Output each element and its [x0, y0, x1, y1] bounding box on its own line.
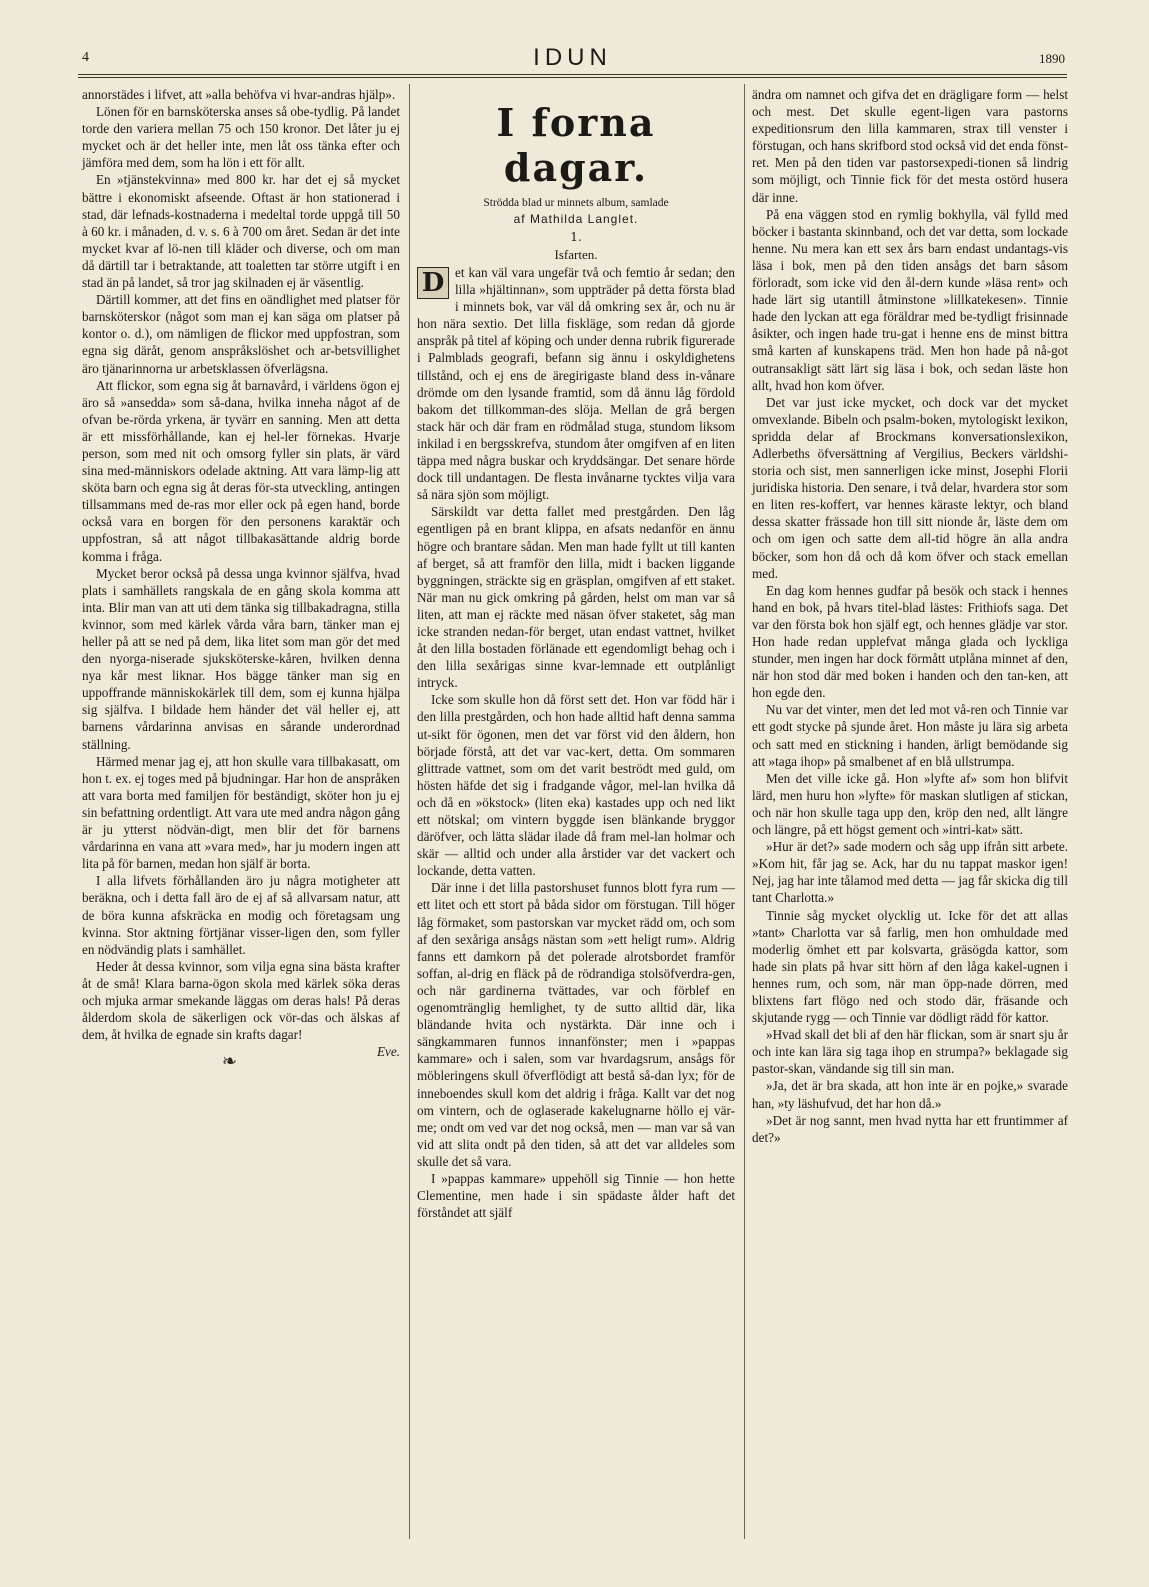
column-divider-right: [744, 84, 745, 1539]
article-body-start: [417, 264, 735, 503]
col3-paragraph: På ena väggen stod en rymlig bokhylla, väl fylld med böcker i bastanta skinnband, och det var detta, som lockade henne. Nu mera kan ett sex års barn endast undantags-vis läsa i bok, men på den tiden ansågs det barn såsom förloradt, som icke vid den ål-dern kunde »läsa rent» och hade lärt sig utantill åtminstone »lillkatekesen». Tinnie hade den lyckan att ega föräldrar med be-tydligt frisinnade åsikter, och ingen hade tru-gat i henne ens de minst bittra små karten af kunskapens träd. Men hon hade på nå-got outransakligt sätt lärt sig läsa i bok, och sedan läste hon allt, hvad hon kom öfver.: [752, 206, 1068, 393]
article-section-title: Isfarten.: [554, 247, 598, 262]
article-subtitle: Strödda blad ur minnets album, samlade: [483, 197, 669, 209]
column-divider-left: [409, 84, 410, 1539]
col2-paragraph: Där inne i det lilla pastorshuset funnos blott fyra rum — ett litet och ett stort på båda sidor om förstugan. Till höger låg förmaket, som pastorskan var mycket rädd om, och som af den sexåriga ansågs nästan som »ett heligt rum». Aldrig fanns ett damkorn på det polerade alrotsbordet framför soffan, al-drig en fläck på de rödrandiga stolsöfverdra-gen, och när gardinerna tvättades, var och förblef en ogenomtränglig hemlighet, ty de sutto alltid där, lika bländande hvita och nystärkta. Där inne och i sängkammaren funnos innanfönster; men i »pappas kammare» och i salen, som var hvardagsrum, ansågs för möbleringens skull öfverflödigt att bestå så-dan lyx; för de inneboendes skull kom det aldrig i fråga. Kallt var det nog om vintern, och de oglaserade kakelugnarne höllo ej vär-me; ondt om ved var det nog också, men — man var så van vid att slita ondt på den tiden, så att det var alldeles som skulle det så vara.: [417, 880, 735, 1169]
col1-paragraph: En »tjänstekvinna» med 800 kr. har det ej så mycket bättre i ekonomiskt afseende. Oftast är hon stationerad i stad, där lefnads-kostnaderna i medeltal torde uppgå till 50 à 60 kr. i månaden, d. v. s. 6 à 700 om året. Sedan är det inte mycket kvar af lö-nen till kläder och diverse, och om man då därtill tar i betraktande, att toaletten tar större utgift i en stad än på landet, så tror jag skilnaden ej är väsentlig.: [82, 172, 400, 291]
col1-paragraph: annorstädes i lifvet, att »alla behöfva vi hvar-andras hjälp».: [82, 87, 396, 102]
article-title: I forna dagar.: [496, 100, 656, 190]
col3-paragraph: »Hur är det?» sade modern och såg upp ifrån sitt arbete. »Kom hit, får jag se. Ack, har du nu tappat maskor igen! Nej, jag har inte tålamod med detta — jag får skicka dig till tant Charlotta.»: [752, 839, 1068, 906]
ornament-icon: ❧: [221, 1051, 238, 1073]
author-signature: Eve.: [376, 1044, 400, 1060]
masthead: IDUN: [533, 44, 612, 71]
col3-paragraph: Det var just icke mycket, och dock var det mycket omvexlande. Bibeln och psalm-boken, mytologiskt lexikon, spridda delar af Brockmans konversationslexikon, Adlerbeths öfversättning af Vergilius, Beckers världshi-storia och sist, men sannerligen icke minst, Josephi Florii juridiska historia. Den senare, i två delar, hvardera stor som en liten res-koffert, var hennes käraste lektyr, och bland dessa skatter frässade hon till sitt nionde år, läste dem om och om igen och satte dem all-tid högre än alla andra böcker, som hon då och då kom öfver och stack emellan med.: [752, 394, 1068, 581]
col2-paragraph: Icke som skulle hon då först sett det. Hon var född här i den lilla prestgården, och hon hade alltid haft denna samma ut-sikt för ögonen, men det var först vid den åldern, hon började förstå, att det var vac-kert, detta. Om sommaren glittrade vattnet, som om det varit beströdt med guld, om hösten häfde det sig i fradgande vågor, mel-lan hvilka då och då en »ökstock» (liten eka) kastades upp och ned likt ett nötskal; om vintern byggde isen blänkande bryggor däröfver, och lätta slädar ilade då fram mel-lan holmar och skär — alltid och under alla årstider var det vackert och lockande, detta vatten.: [417, 692, 735, 879]
column-2: [417, 86, 735, 1221]
col2-paragraph: Särskildt var detta fallet med prestgården. Den låg egentligen på en brant klippa, en afsats nedanför en ännu högre och brantare sådan. Men man hade fyllt ut till kanten af berget, så att framför den lilla, midt i backen liggande byggningen, sträckte sig en gräsplan, omgifven af ett staket. När man nu gick omkring på gården, helst om man var så liten, att man ej räckte med näsan öfver staketet, såg man icke stranden nedan-för berget, utan endast vattnet, hvilket åt den lilla bostaden förlänade ett egendomligt behag och i den lilla sexårigas sinne kvar-lemnade ett outplånligt intryck.: [417, 504, 735, 691]
col1-paragraph: Därtill kommer, att det fins en oändlighet med platser för barnsköterskor (något som man ej kan säga om platser på kontor o. d.), om nämligen de flickor med uppfostran, som egna sig däråt, genom anspråkslöshet och ar-betsvillighet äro tjänarinnorna ur arbetsklassen öfverlägsna.: [82, 292, 400, 376]
issue-year: 1890: [1039, 51, 1065, 66]
col3-paragraph: Tinnie såg mycket olycklig ut. Icke för det att allas »tant» Charlotta var så farlig, men hon omhuldade med moderlig ömhet ett par kolsvarta, gräsögda kattor, som hade sin plats på hvar sitt hörn af den låga kakel-ugnen i hennes rum, och som, när man öpp-nade dörren, med blixtens fart flögo ned och stodo där, fräsande och skjutande rygg — och Tinnie var dödligt rädd för kattor.: [752, 907, 1068, 1026]
col1-paragraph: Att flickor, som egna sig åt barnavård, i världens ögon ej äro så »ansedda» som så-dana, hvilka inneha något af de ofvan be-rörda yrkena, är tyvärr en sanning. Men att detta är ett missförhållande, kan ej hel-ler förnekas. Hvarje person, som med nit och omsorg fyller sin plats, är värd sina med-människors odelade aktning. Att vara lämp-lig att sköta barn och egna sig åt deras för-sta utveckling, antingen tillsammans med de-ras mor eller ock på egen hand, borde också vara en borgen för den personens karaktär och uppfostran, så att något tillbakasättande aldrig borde komma i fråga.: [82, 377, 400, 564]
col3-paragraph: »Det är nog sannt, men hvad nytta har ett fruntimmer af det?»: [752, 1112, 1068, 1145]
col2-paragraph: I »pappas kammare» uppehöll sig Tinnie — hon hette Clementine, men hade i sin spädaste ålder haft det förståndet att själf: [417, 1170, 735, 1221]
col3-paragraph: »Hvad skall det bli af den här flickan, som är snart sju år och inte kan lära sig taga ihop en strumpa?» beklagade sig pastor-skan, vändande sig till sin man.: [752, 1027, 1068, 1077]
article-author: af Mathilda Langlet.: [513, 212, 639, 226]
col3-paragraph: Men det ville icke gå. Hon »lyfte af» som hon blifvit lärd, men huru hon »lyfte» för maskan slutligen af stickan, och när hon skulle taga upp den, kröp den ned, allt längre och längre, på ett högst gement och »intri-kat» sätt.: [752, 770, 1068, 838]
col2-paragraph: et kan väl vara ungefär två och femtio år sedan; den lilla »hjältinnan», som uppträder på detta första blad i minnets bok, var väl då omkring sex år, och nu är hon nära sextio. Det lilla fiskläge, som redan då gjorde anspråk på titel af köping och under denna rubrik figurerade i Palmblads geografi, befann sig ännu i oskyldighetens tillstånd, och ej ens de äregirigaste bland dess in-vånare drömde om den lysande framtid, som då ännu låg fördold bakom det tillkomman-des slöja. Mellan de grå bergen stack här och där fram en rödmålad stuga, stundom liksom inkilad i en bergsskrefva, stundom åter omgifven af en liten täppa med några buskar och kryddsängar. Det senare hörde dock till undantagen. De flesta invånarne tycktes vilja vara så nära sjön som möjligt.: [417, 265, 735, 503]
col1-paragraph: Härmed menar jag ej, att hon skulle vara tillbakasatt, om hon t. ex. ej toges med på bjudningar. Har hon de anspråken att vara borta med familjen för beständigt, sköter hon ju ej sin befattning ordentligt. Att vara ute med andra någon gång är ju ytterst nödvän-digt, men blir det för barnens vårdarinna en vana att »vara med», har ju modern ingen att lita på för barnen, medan hon själf är borta.: [82, 753, 400, 872]
col3-paragraph: »Ja, det är bra skada, att hon inte är en pojke,» svarade han, »ty läshufvud, det har hon då.»: [752, 1078, 1068, 1111]
header-rule-bottom: [78, 77, 1067, 78]
column-3: [752, 86, 1068, 1146]
column-1: [82, 86, 400, 1072]
col3-paragraph: ändra om namnet och gifva det en drägligare form — helst och mest. Det skulle egent-ligen vara pastorns expeditionsrum den lilla kammaren, strax till venster i förstugan, och hans skrifbord stod också vid det enda fönst-ret. Men på den tiden var pastorsexpedi-tionen så lindrig som möjligt, och Tinnie fick för det mesta ostörd husera där inne.: [752, 87, 1068, 205]
header-rule-top: [78, 74, 1067, 75]
page-number: 4: [82, 50, 89, 65]
col1-paragraph: Lönen för en barnsköterska anses så obe-tydlig. På landet torde den variera mellan 75 och 150 kronor. Det låter ju ej mycket och är det heller inte, men låt oss tänka efter och jämföra med dem, som ha lön i ett för allt.: [82, 104, 400, 171]
col1-paragraph: Mycket beror också på dessa unga kvinnor själfva, hvad plats i samhällets rangskala de en gång skola komma att inta. Blir man van att uti dem tänka sig tillbakadragna, stilla kvinnor, som med kärlek vårda våra barn, tänker man ej heller på att se ned på dem, lika litet som man gör det med den nyorga-niserade sjuksköterske-kåren, hvilken denna nya kår mest liknar. Hos bägge tänker man sig en uppoffrande människokärlek till dem, som ej kunna hjälpa sig själfva. I bildade hem händer det väl heller ej, att barnens vårdarinna anvisas en sårande underordnad ställning.: [82, 565, 400, 752]
col1-paragraph: Heder åt dessa kvinnor, som vilja egna sina bästa krafter åt de små! Klara barna-ögon skola med kärlek söka deras och mjuka armar smekande läggas om deras hals! På deras ålderdom skola de säkerligen ock vör-das och älskas af dem, åt hvilka de egnade sin krafts dagar!: [82, 958, 400, 1043]
article-part-number: 1.: [570, 230, 582, 244]
dropcap-initial: D: [417, 267, 449, 299]
col1-paragraph: I alla lifvets förhållanden äro ju några motigheter att beräkna, och i detta fall äro de ej af så allvarsam natur, att de böra kunna afskräcka en modig och företagsam ung kvinna. Stor aktning förtjänar visser-ligen den, som fyller en nödvändig plats i samhället.: [82, 873, 400, 957]
col3-paragraph: En dag kom hennes gudfar på besök och stack i hennes hand en bok, på hvars titel-blad lästes: Frithiofs saga. Det var den första bok hon själf egt, och hennes glädje var stor. Hon hade redan upplefvat många glada och lyckliga stunder, men ingen har dock förmått utplåna minnet af den, när hon stod där med boken i handen och den tan-ken, att hon egde den.: [752, 582, 1068, 701]
page-header: [78, 44, 1067, 72]
col3-paragraph: Nu var det vinter, men det led mot vå-ren och Tinnie var ett godt stycke på sjunde året. Hon måste ju lära sig arbeta och satt med en stickning i handen, ärligt bemödande sig att »taga ihop» på smalbenet af en blå ullstrumpa.: [752, 702, 1068, 769]
